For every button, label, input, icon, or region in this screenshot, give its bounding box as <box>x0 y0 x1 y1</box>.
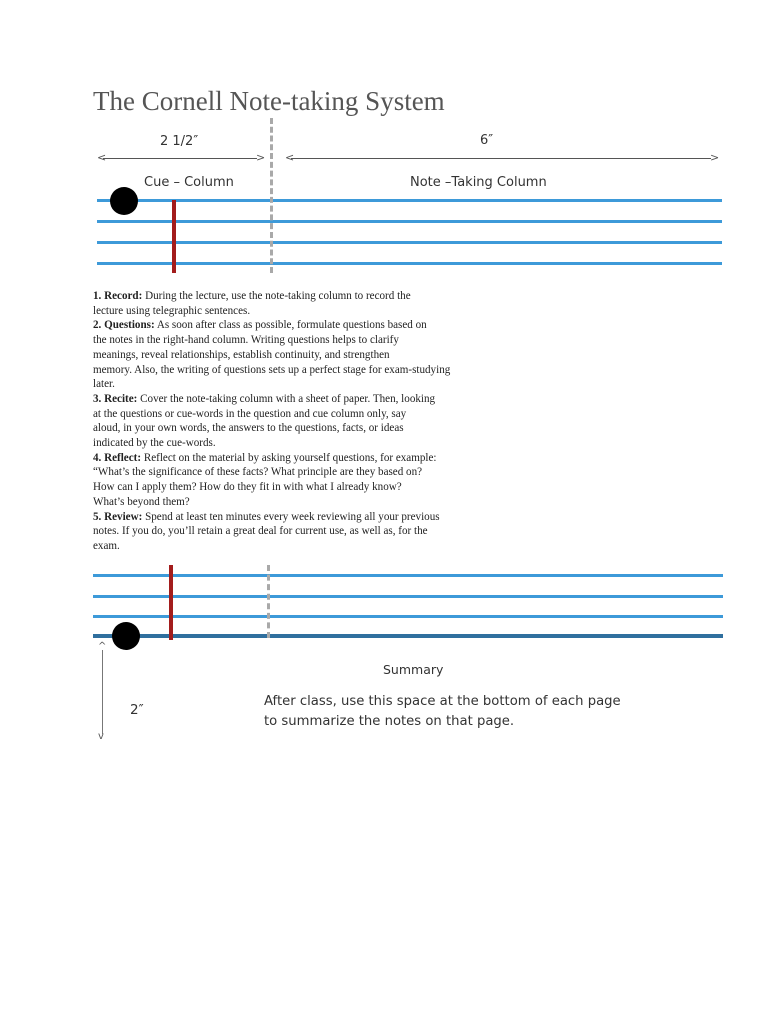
summary-boundary-line <box>93 634 723 638</box>
ruled-line <box>97 220 722 223</box>
cue-column-label: Cue – Column <box>144 175 234 190</box>
column-divider-line <box>267 565 270 638</box>
ruled-line <box>97 199 722 202</box>
cue-width-label: 2 1/2″ <box>160 134 199 149</box>
punch-hole <box>112 622 140 650</box>
step-questions: 2. Questions: As soon after class as possible, formulate questions based on the notes in the right-hand column. Writing questions helps to clarify meanings, reveal relationships, establish continuity, and strengthen memory. Also, the writing of questions sets up a perfect stage for exam-studying later. <box>93 319 451 391</box>
step-reflect: 4. Reflect: Reflect on the material by asking yourself questions, for example: “What’s the significance of these facts? What principle are they based on? How can I apply them? How do they fit in with what I already know? What’s beyond them? <box>93 451 437 508</box>
ruled-line <box>93 615 723 618</box>
red-margin-line <box>172 200 176 273</box>
red-margin-line <box>169 565 173 640</box>
step-recite: 3. Recite: Cover the note-taking column with a sheet of paper. Then, looking at the questions or cue-words in the question and cue column only, say aloud, in your own words, the answers to the questions, facts, or ideas indicated by the cue-words. <box>93 392 436 450</box>
step-review: 5. Review: Spend at least ten minutes every week reviewing all your previous notes. If you do, you’ll retain a great deal for current use, as well as, for the exam. <box>93 510 440 552</box>
note-width-label: 6″ <box>480 133 494 148</box>
column-divider-line <box>270 118 273 273</box>
step-record: 1. Record: During the lecture, use the note-taking column to record the lecture using telegraphic sentences. <box>93 290 411 317</box>
summary-description: After class, use this space at the bottom of each page to summarize the notes on that page. <box>264 694 621 729</box>
note-column-label: Note –Taking Column <box>410 175 547 190</box>
summary-height-label: 2″ <box>130 702 144 718</box>
summary-label: Summary <box>383 662 444 677</box>
page-title: The Cornell Note-taking System <box>93 86 445 116</box>
steps-text <box>93 289 543 554</box>
ruled-line <box>97 262 722 265</box>
ruled-line <box>93 574 723 577</box>
ruled-line <box>93 595 723 598</box>
ruled-line <box>97 241 722 244</box>
punch-hole <box>110 187 138 215</box>
